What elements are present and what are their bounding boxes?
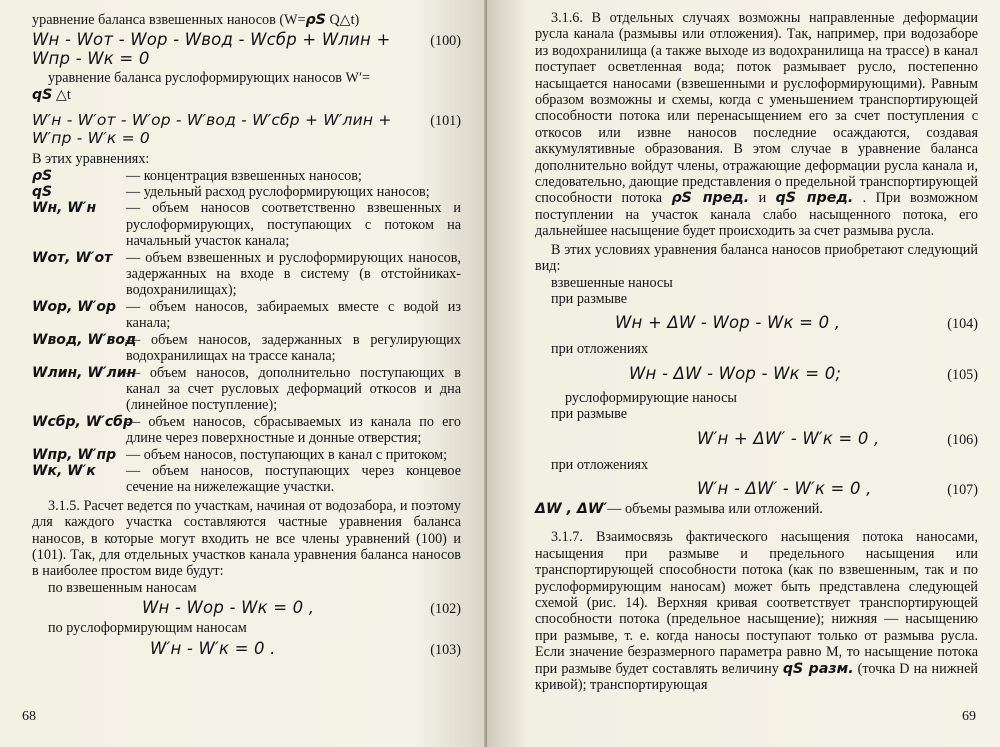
equation-106 [535,429,978,449]
equation-106-number: (106) [947,431,978,448]
paragraph-3-1-6: 3.1.6. В отдельных случаях возможны направленные деформации русла канала (размывы или отложения). Так, например, при водозаборе из водохранилища (а также выходе из водохранилища на трассе) в канал поступает осветленная вода; поток размывает русло, постепенно насыщается наносами (взвешенными и руслоформирующими). Равным образом возможны и схемы, когда с уменьшением транспортирующей способности потока или перенасыщением его за счет поступления с откосов или извне наносов последние осаждаются, создавая аккумулятивные образования. В этом случае в уравнение баланса дополнительно войдут члены, отражающие деформации русла канала и, следовательно, дающие представления о предельной транспортирующей способности потока ρS пред. и qS пред. . При возможном поступлении на участок канала слабо насыщенного потока, его дальнейшее насыщение будет происходить за счет размыва русла. [535,10,978,240]
equation-107 [535,479,978,499]
equation-107-number: (107) [947,481,978,498]
equation-106-formula: W′н + ΔW′ - W′к = 0 , [697,428,880,448]
equation-102 [32,598,461,618]
equation-107-formula: W′н - ΔW′ - W′к = 0 , [697,478,872,498]
equation-100-formula: Wн - Wот - Wор - Wвод - Wсбр + Wлин + Wпр - Wк = 0 [32,30,391,69]
label-at-deposit: при отложениях [551,341,649,358]
equation-104 [535,313,978,333]
label-at-erosion: при размыве [551,290,628,307]
left-page [0,0,487,747]
equation-105-formula: Wн - ΔW - Wор - Wк = 0; [629,363,842,383]
equation-102-number: (102) [430,601,461,618]
label-by-bed-forming: по руслоформирующим наносам [48,620,247,637]
definition-item: Wот, W′от — объем взвешенных и руслоформирующих наносов, задержанных на входе в систему (в отстойниках-водохранилищах); [32,249,461,299]
equation-105 [535,364,978,384]
label-bed-forming: руслоформирующие наносы [565,389,737,406]
equation-104-formula: Wн + ΔW - Wор - Wк = 0 , [615,313,841,333]
intro-suspended: уравнение баланса взвешенных наносов (W=ρS Q△t) [32,12,360,28]
label-suspended: взвешенные наносы [551,274,673,291]
equation-101-formula: W′н - W′от - W′ор - W′вод - W′сбр + W′лин + W′пр - W′к = 0 [32,111,392,148]
definitions-heading: В этих уравнениях: [32,151,150,168]
definition-item: ρS — концентрация взвешенных наносов; [32,167,362,184]
equation-105-number: (105) [947,366,978,383]
definitions-list [32,168,461,496]
definition-item: Wлин, W′лин — объем наносов, дополнительно поступающих в канал за счет русловых деформаций откосов и дна (линейное поступление); [32,364,461,414]
paragraph-3-1-7: 3.1.7. Взаимосвязь фактического насыщения потока наносами, насыщения при размыве и предельного насыщения или транспортирующей способности потока (как по взвешенным, так и по руслоформирующим наносам) может быть представлена следующей схемой (рис. 14). Верхняя кривая соответствует транспортирующей способности потока (предельное насыщение); нижняя — насыщению при размыве, т. е. когда наносы поступают только от размыва русла. Если значение безразмерного параметра равно M, то насыщение потока при размыве будет составлять величину qS разм. (точка D на нижней кривой); транспортирующая [535,529,978,693]
page-number-right: 69 [962,709,976,724]
definition-item: Wвод, W′вод — объем наносов, задержанных в регулирующих водохранилищах на трассе канала; [32,331,461,365]
page-number-left: 68 [22,709,36,724]
definition-item: Wк, W′к — объем наносов, поступающих через концевое сечение на нижележащие участки. [32,462,461,496]
equation-101-number: (101) [430,113,461,130]
equation-101 [32,111,461,147]
right-page [487,0,1000,747]
paragraph-3-1-5: 3.1.5. Расчет ведется по участкам, начиная от водозабора, и поэтому для каждого участка составляются частные уравнения баланса наносов, в которые могут входить не все члены уравнений (100) и (101). Так, для отдельных участков канала уравнения баланса наносов в наиболее простом виде будут: [32,497,461,580]
equation-102-formula: Wн - Wор - Wк = 0 , [142,598,315,618]
label-by-suspended: по взвешенным наносам [48,579,197,596]
definition-item: qS — удельный расход руслоформирующих наносов; [32,184,430,201]
definition-item: Wсбр, W′сбр — объем наносов, сбрасываемых из канала по его длине через поверхностные и донные отверстия; [32,413,461,447]
equation-100 [32,30,461,68]
paragraph-conditions: В этих условиях уравнения баланса наносов приобретают следующий вид: [535,241,978,275]
intro-bed-forming: уравнение баланса руслоформирующих наносов W′= [48,70,371,87]
equation-103 [32,639,461,659]
definition-item: Wор, W′ор — объем наносов, забираемых вместе с водой из канала; [32,298,461,332]
equation-103-number: (103) [430,641,461,658]
definition-item: Wн, W′н — объем наносов соответственно взвешенных и руслоформирующих, поступающих с потоком на начальный участок канала; [32,200,461,250]
equation-100-number: (100) [430,33,461,50]
delta-definition: ΔW , ΔW′— объемы размыва или отложений. [535,500,823,517]
label-at-deposit-2: при отложениях [551,456,649,473]
equation-104-number: (104) [947,316,978,333]
definition-item: Wпр, W′пр — объем наносов, поступающих в канал с притоком; [32,446,448,463]
equation-103-formula: W′н - W′к = 0 . [150,638,276,658]
intro-bed-forming-tail: qS △t [32,86,71,103]
label-at-erosion-2: при размыве [551,406,628,423]
